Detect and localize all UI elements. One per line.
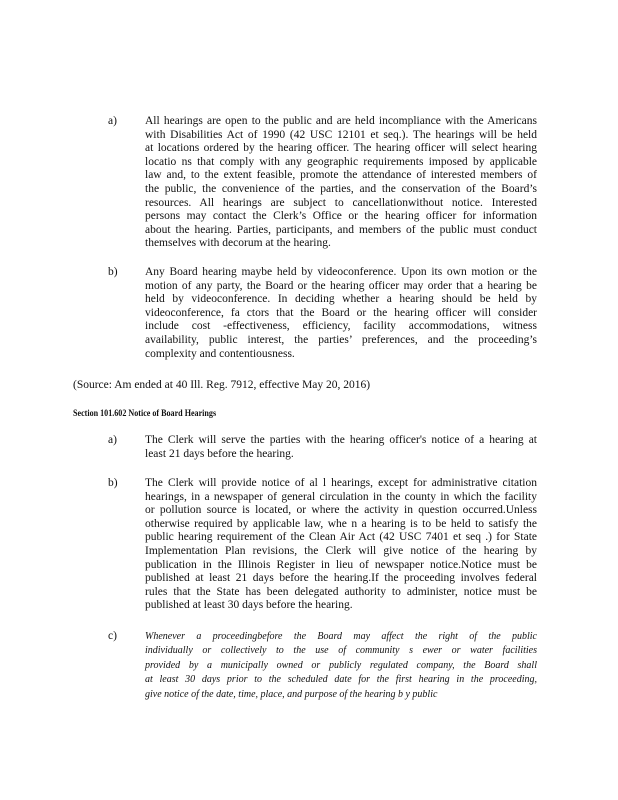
text-line: resources. All hearings are subject to cancellationwithout notice. Interested bbox=[145, 196, 537, 209]
text-line: include cost -effectiveness, efficiency, facility accommodations, witness bbox=[145, 320, 537, 333]
text-line: Whenever a proceedingbefore the Board may affect the right of the public bbox=[145, 631, 537, 642]
text-line: or pollution source is located, or where the activity in question occurred.Unless bbox=[145, 504, 537, 517]
text-line: The Clerk will provide notice of al l hearings, except for administrative citation bbox=[145, 477, 537, 489]
text-line: Any Board hearing maybe held by videoconference. Upon its own motion or the bbox=[145, 266, 537, 278]
text-line: complexity and contentiousness. bbox=[145, 347, 295, 360]
text-line: All hearings are open to the public and are held incompliance with the Americans bbox=[145, 115, 537, 127]
text-line: videoconference, fa ctors that the Board or the hearing officer will consider bbox=[145, 306, 537, 319]
text-line: The Clerk will serve the parties with the hearing officer's notice of a hearing at bbox=[145, 434, 537, 446]
item-label: a) bbox=[108, 434, 117, 446]
text-line: held by videoconference. In deciding whether a hearing should be held by bbox=[145, 293, 537, 306]
text-line: published at least 21 days before the hearing.If the proceeding involves federal bbox=[145, 572, 537, 585]
paragraph-text bbox=[145, 434, 537, 461]
text-line: publication in the Illinois Register in lieu of newspaper notice.Notice must be bbox=[145, 558, 537, 571]
item-label: b) bbox=[108, 477, 118, 489]
text-line: the public, the convenience of the parties, and the conservation of the Board’s bbox=[145, 182, 537, 195]
text-line: provided by a municipally owned or publicly regulated company, the Board shall bbox=[145, 659, 537, 671]
text-line: least 21 days before the hearing. bbox=[145, 447, 294, 460]
text-line: published at least 30 days before the hearing. bbox=[145, 599, 353, 612]
paragraph-text bbox=[145, 115, 537, 251]
text-line: give notice of the date, time, place, and purpose of the hearing b y public bbox=[145, 688, 438, 700]
item-label: c) bbox=[108, 630, 117, 642]
source-note: (Source: Am ended at 40 Ill. Reg. 7912, effective May 20, 2016) bbox=[73, 379, 371, 391]
text-line: Implementation Plan revisions, the Clerk will give notice of the hearing by bbox=[145, 544, 537, 557]
paragraph-text bbox=[145, 477, 537, 613]
text-line: otherwise required by applicable law, whe n a hearing is to be held to satisfy the bbox=[145, 517, 537, 530]
text-line: rules that the State has been delegated authority to administer, notice must be bbox=[145, 585, 537, 598]
text-line: about the hearing. Parties, participants, and members of the public must conduct bbox=[145, 223, 537, 236]
text-line: with Disabilities Act of 1990 (42 USC 12101 et seq.). The hearings will be held bbox=[145, 128, 537, 141]
text-line: at least 30 days prior to the scheduled date for the first hearing in the proceeding, bbox=[145, 674, 537, 686]
text-line: locatio ns that comply with any geographic requirements imposed by applicable bbox=[145, 155, 537, 168]
section-heading: Section 101.602 Notice of Board Hearings bbox=[73, 409, 217, 419]
item-label: b) bbox=[108, 266, 118, 278]
paragraph-text bbox=[145, 266, 537, 361]
text-line: individually or collectively to the use of community s ewer or water facilities bbox=[145, 645, 537, 657]
text-line: hearings, in a newspaper of general circulation in the county in which the facility bbox=[145, 490, 537, 503]
text-line: themselves with decorum at the hearing. bbox=[145, 237, 331, 250]
text-line: at locations ordered by the hearing officer. The hearing officer will select hearing bbox=[145, 142, 537, 155]
text-line: law and, to the extent feasible, promote the attendance of interested members of bbox=[145, 169, 537, 182]
text-line: persons may contact the Clerk’s Office or the hearing officer for information bbox=[145, 210, 537, 223]
item-label: a) bbox=[108, 115, 117, 127]
paragraph-text bbox=[145, 630, 537, 702]
text-line: public hearing requirement of the Clean Air Act (42 USC 7401 et seq .) for State bbox=[145, 531, 537, 544]
text-line: availability, public interest, the parties’ preferences, and the proceeding’s bbox=[145, 333, 537, 346]
text-line: motion of any party, the Board or the hearing officer may order that a hearing be bbox=[145, 279, 537, 292]
